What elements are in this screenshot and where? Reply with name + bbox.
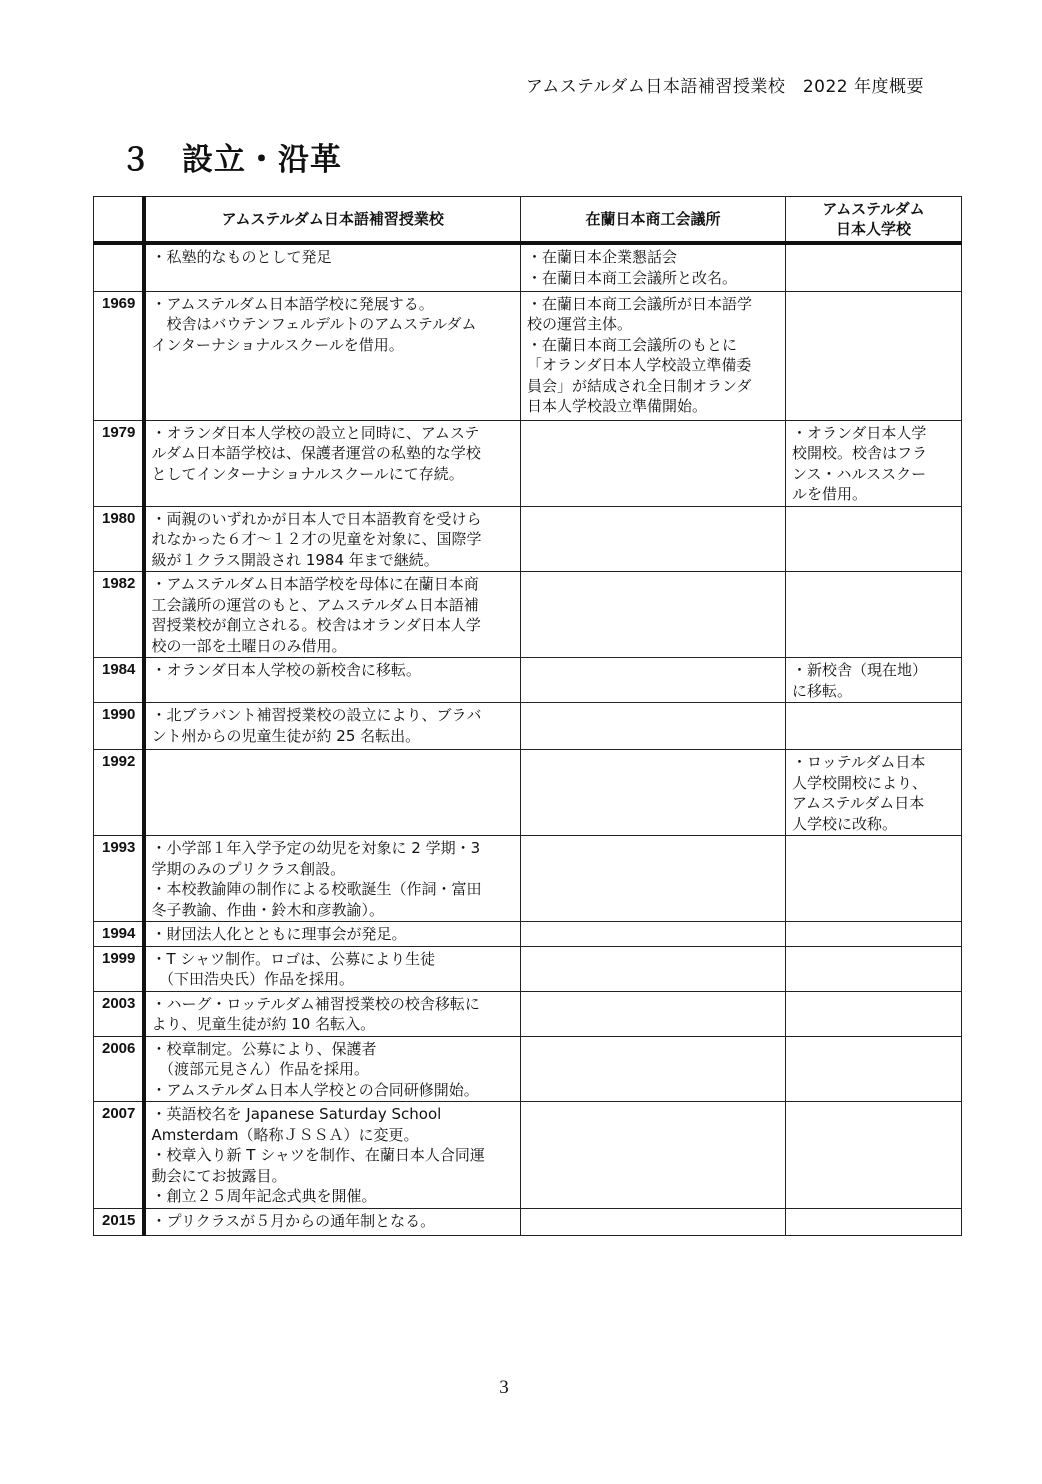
column-header-year: [94, 197, 144, 244]
school-cell: ・アムステルダム日本語学校を母体に在蘭日本商 工会議所の運営のもと、アムステルダム日本語補 習授業校が創立される。校舎はオランダ日本人学 校の一部を土曜日のみ借用。: [144, 572, 521, 658]
japanese-school-cell: [786, 291, 962, 420]
table-row: [94, 243, 962, 291]
year-cell: [94, 243, 144, 291]
year-cell: 1992: [94, 750, 144, 836]
school-cell: ・北ブラバント補習授業校の設立により、ブラバ ント州からの児童生徒が約 25 名転出。: [144, 703, 521, 750]
table-row: [94, 703, 962, 750]
school-cell: ・ハーグ・ロッテルダム補習授業校の校舎移転に より、児童生徒が約 10 名転入。: [144, 991, 521, 1036]
year-cell: 1999: [94, 946, 144, 991]
school-cell: [144, 750, 521, 836]
table-row: [94, 1208, 962, 1235]
school-cell: ・T シャツ制作。ロゴは、公募により生徒 （下田浩央氏）作品を採用。: [144, 946, 521, 991]
school-cell: ・プリクラスが５月からの通年制となる。: [144, 1208, 521, 1235]
page-number: 3: [499, 1377, 509, 1398]
chamber-cell: [521, 1102, 786, 1209]
school-cell: ・財団法人化とともに理事会が発足。: [144, 922, 521, 947]
school-cell: ・オランダ日本人学校の設立と同時に、アムステ ルダム日本語学校は、保護者運営の私塾的な学校 としてインターナショナルスクールにて存続。: [144, 420, 521, 506]
chamber-cell: [521, 991, 786, 1036]
japanese-school-cell: [786, 1102, 962, 1209]
year-cell: 1982: [94, 572, 144, 658]
japanese-school-cell: [786, 506, 962, 572]
year-cell: 1984: [94, 658, 144, 703]
section-heading: [120, 134, 342, 179]
table-row: [94, 991, 962, 1036]
japanese-school-cell: [786, 243, 962, 291]
japanese-school-cell: ・ロッテルダム日本 人学校開校により、 アムステルダム日本 人学校に改称。: [786, 750, 962, 836]
japanese-school-cell: ・オランダ日本人学 校開校。校舎はフラ ンス・ハルススクー ルを借用。: [786, 420, 962, 506]
school-cell: ・アムステルダム日本語学校に発展する。 校舎はバウテンフェルデルトのアムステルダム インターナショナルスクールを借用。: [144, 291, 521, 420]
table-row: [94, 1036, 962, 1102]
table-row: [94, 420, 962, 506]
japanese-school-cell: [786, 922, 962, 947]
japanese-school-cell: [786, 836, 962, 922]
section-number: ３: [120, 142, 152, 178]
year-cell: 1969: [94, 291, 144, 420]
school-cell: ・両親のいずれかが日本人で日本語教育を受けら れなかった６才～１２才の児童を対象に、国際学 級が１クラス開設され 1984 年まで継続。: [144, 506, 521, 572]
column-header-school: アムステルダム日本語補習授業校: [144, 197, 521, 244]
japanese-school-cell: [786, 1208, 962, 1235]
japanese-school-cell: [786, 572, 962, 658]
japanese-school-cell: ・新校舎（現在地） に移転。: [786, 658, 962, 703]
year-cell: 2003: [94, 991, 144, 1036]
chamber-cell: [521, 946, 786, 991]
table-row: [94, 750, 962, 836]
table-row: [94, 1102, 962, 1209]
chamber-cell: [521, 572, 786, 658]
year-cell: 2015: [94, 1208, 144, 1235]
table-row: [94, 922, 962, 947]
document-header-title: アムステルダム日本語補習授業校 2022 年度概要: [525, 77, 924, 97]
year-cell: 2006: [94, 1036, 144, 1102]
chamber-cell: ・在蘭日本企業懇話会 ・在蘭日本商工会議所と改名。: [521, 243, 786, 291]
table-row: [94, 506, 962, 572]
table-row: [94, 291, 962, 420]
japanese-school-cell: [786, 991, 962, 1036]
school-cell: ・小学部１年入学予定の幼児を対象に 2 学期・3 学期のみのプリクラス創設。 ・本校教諭陣の制作による校歌誕生（作詞・富田 冬子教諭、作曲・鈴木和彦教諭）。: [144, 836, 521, 922]
japanese-school-cell: [786, 1036, 962, 1102]
chamber-cell: ・在蘭日本商工会議所が日本語学 校の運営主体。 ・在蘭日本商工会議所のもとに 「オランダ日本人学校設立準備委 員会」が結成され全日制オランダ 日本人学校設立準備開始。: [521, 291, 786, 420]
table-header-row: [94, 197, 962, 244]
year-cell: 1993: [94, 836, 144, 922]
chamber-cell: [521, 1036, 786, 1102]
column-header-chamber: 在蘭日本商工会議所: [521, 197, 786, 244]
chamber-cell: [521, 1208, 786, 1235]
table-row: [94, 836, 962, 922]
table-row: [94, 572, 962, 658]
chamber-cell: [521, 836, 786, 922]
year-cell: 1990: [94, 703, 144, 750]
school-cell: ・私塾的なものとして発足: [144, 243, 521, 291]
chamber-cell: [521, 506, 786, 572]
japanese-school-cell: [786, 946, 962, 991]
year-cell: 1979: [94, 420, 144, 506]
section-title-text: 設立・沿革: [182, 142, 342, 178]
column-header-japanese-school: アムステルダム 日本人学校: [786, 197, 962, 244]
school-cell: ・校章制定。公募により、保護者 （渡部元見さん）作品を採用。 ・アムステルダム日本人学校との合同研修開始。: [144, 1036, 521, 1102]
year-cell: 2007: [94, 1102, 144, 1209]
year-cell: 1980: [94, 506, 144, 572]
japanese-school-cell: [786, 703, 962, 750]
history-table: [93, 196, 962, 1236]
school-cell: ・英語校名を Japanese Saturday School Amsterdam（略称ＪＳＳＡ）に変更。 ・校章入り新 T シャツを制作、在蘭日本人合同運 動会にてお披露目。 ・創立２５周年記念式典を開催。: [144, 1102, 521, 1209]
chamber-cell: [521, 658, 786, 703]
table-row: [94, 658, 962, 703]
table-row: [94, 946, 962, 991]
chamber-cell: [521, 922, 786, 947]
chamber-cell: [521, 420, 786, 506]
chamber-cell: [521, 750, 786, 836]
year-cell: 1994: [94, 922, 144, 947]
school-cell: ・オランダ日本人学校の新校舎に移転。: [144, 658, 521, 703]
chamber-cell: [521, 703, 786, 750]
